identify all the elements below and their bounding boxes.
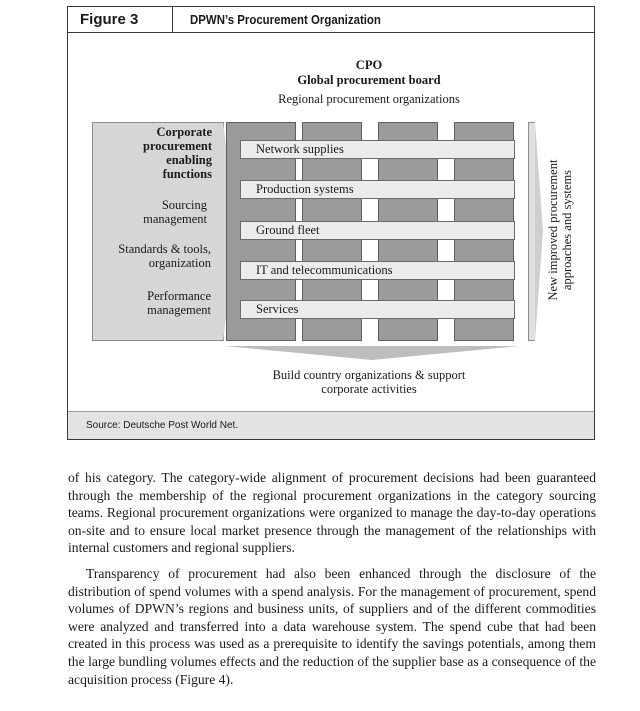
figure-label: Figure 3: [68, 7, 173, 32]
left-header-line-2: procurement: [143, 139, 212, 153]
global-board-label: Global procurement board: [297, 73, 441, 87]
left-header-line-1: Corporate: [156, 125, 212, 139]
left-header-line-3: enabling: [166, 153, 212, 167]
left-item-performance-line-2: management: [147, 303, 211, 317]
body-paragraph-2: Transparency of procurement had also been enhanced through the disclosure of the distribution of spend volumes with a spend analysis. For the management of procurement, spend volumes of DPWN’s regions and business units, of suppliers and of the different commodities were analyzed and transferred into a data warehouse system. The spend cube that had been created in this process was used as a prerequisite to identify the savings potentials, among them the large bundling volumes effects and the reduction of the supplier base as a consequence of the acquisition process (Figure 4).: [68, 566, 596, 687]
body-paragraph-1: of his category. The category-wide alignment of procurement decisions had been guaranteed through the membership of the regional procurement organizations in the category sourcing teams. Regional procurement organizations were organized to manage the day-to-day operations on-site and to ensure local market presence through the management of the relationships with internal customers and regional suppliers.: [68, 470, 596, 556]
right-caption-line-1: New improved procurement: [546, 159, 560, 301]
category-band-production-systems: Production systems: [240, 180, 515, 199]
category-band-services: Services: [240, 300, 515, 319]
left-item-standards-line-1: Standards & tools,: [118, 242, 211, 256]
bottom-caption-line-2: corporate activities: [321, 382, 417, 396]
regional-orgs-label: Regional procurement organizations: [278, 92, 460, 106]
left-item-performance-line-1: Performance: [147, 289, 211, 303]
figure-title: DPWN’s Procurement Organization: [190, 12, 381, 27]
right-arrow-tip: [535, 122, 543, 341]
left-header-line-4: functions: [162, 167, 212, 181]
left-item-standards-line-2: organization: [148, 256, 211, 270]
bottom-caption-line-1: Build country organizations & support: [272, 368, 466, 382]
figure-source: Source: Deutsche Post World Net.: [68, 411, 594, 439]
category-band-it-telecommunications: IT and telecommunications: [240, 261, 515, 280]
cpo-label: CPO: [355, 58, 383, 72]
category-band-network-supplies: Network supplies: [240, 140, 515, 159]
right-arrow-shaft: [528, 122, 535, 341]
bottom-arrow: [225, 346, 519, 360]
figure-header: [68, 7, 594, 33]
left-item-sourcing-line-1: Sourcing: [161, 198, 207, 212]
right-caption-line-2: approaches and systems: [560, 169, 574, 291]
category-band-ground-fleet: Ground fleet: [240, 221, 515, 240]
left-item-sourcing-line-2: management: [143, 212, 207, 226]
